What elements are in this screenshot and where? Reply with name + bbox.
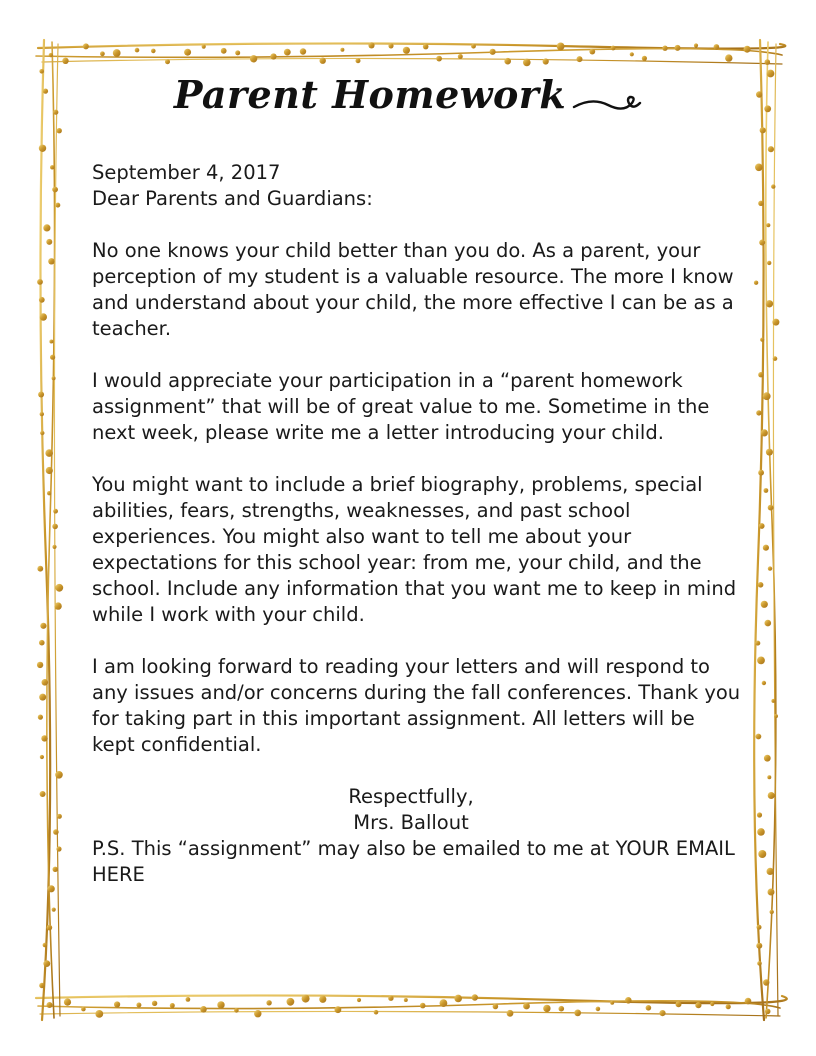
frame-dot [523, 59, 531, 67]
frame-dot [47, 1002, 53, 1008]
frame-dot [758, 372, 763, 377]
frame-dot [557, 43, 565, 51]
frame-dot [40, 791, 46, 797]
frame-dot [574, 1010, 581, 1017]
frame-dot [754, 281, 758, 285]
paragraph-2: I would appreciate your participation in a “parent homework assignment” that will be of great value to me. Sometime in the next week, please write me a letter introducing your child. [92, 369, 710, 444]
frame-dot [760, 127, 766, 133]
frame-dot [471, 44, 476, 49]
frame-dot [357, 998, 361, 1002]
frame-dot [714, 44, 720, 50]
frame-dot [41, 735, 47, 741]
frame-dot [52, 376, 56, 380]
frame-dot [610, 1001, 614, 1005]
frame-dot [523, 1003, 530, 1010]
frame-dot [221, 48, 227, 54]
frame-dot [39, 297, 45, 303]
frame-dot [50, 165, 54, 169]
frame-dot [43, 943, 48, 948]
frame-dot [440, 999, 448, 1007]
frame-dot [235, 50, 240, 55]
frame-dot [52, 908, 56, 912]
frame-dot [136, 1003, 141, 1008]
frame-dot [755, 641, 760, 646]
frame-dot [758, 850, 766, 858]
frame-dot [335, 1006, 342, 1013]
frame-dot [764, 755, 771, 762]
frame-dot [56, 846, 61, 851]
frame-dot [200, 1006, 207, 1013]
frame-dot [55, 584, 63, 592]
frame-dot [340, 48, 344, 52]
signature-block [92, 784, 742, 836]
frame-dot [57, 814, 62, 819]
frame-dot [48, 258, 54, 264]
frame-dot [49, 53, 53, 57]
frame-dot [40, 431, 44, 435]
frame-dot [763, 392, 771, 400]
frame-dot [114, 1001, 120, 1007]
paragraph-3: You might want to include a brief biography, problems, special abilities, fears, strengths, weaknesses, and past school experiences. You might also want to tell me about your expectations for this school year: from me, your child, and the school. Include any information that you want me to keep in mind while I work with your child. [92, 473, 737, 626]
frame-dot [234, 1008, 239, 1013]
frame-dot [662, 46, 667, 51]
frame-dot [38, 715, 43, 720]
frame-dot [46, 467, 53, 474]
frame-dot [47, 491, 51, 495]
frame-dot [423, 44, 429, 50]
frame-dot [577, 56, 583, 62]
swirl-flourish-icon [572, 89, 642, 119]
frame-dot [39, 145, 46, 152]
letter-date: September 4, 2017 [92, 161, 281, 184]
frame-dot [42, 679, 49, 686]
frame-dot [646, 1005, 652, 1011]
frame-dot [757, 812, 762, 817]
frame-dot [388, 996, 393, 1001]
frame-dot [81, 1007, 86, 1012]
frame-dot [45, 449, 53, 457]
frame-dot [763, 545, 769, 551]
frame-dot [46, 239, 52, 245]
frame-dot [766, 449, 773, 456]
frame-dot [770, 910, 774, 914]
frame-dot [62, 58, 68, 64]
frame-dot [202, 45, 206, 49]
frame-dot [250, 55, 257, 62]
frame-dot [53, 829, 59, 835]
frame-dot [767, 868, 774, 875]
frame-dot [54, 602, 61, 609]
frame-dot [436, 56, 442, 62]
frame-dot [404, 998, 408, 1002]
frame-dot [458, 54, 463, 59]
frame-dot [420, 1003, 426, 1009]
frame-dot [642, 56, 647, 61]
frame-dot [767, 775, 771, 779]
frame-dot [761, 429, 768, 436]
frame-dot [756, 410, 761, 415]
frame-dot [756, 734, 762, 740]
signature-name: Mrs. Ballout [353, 811, 469, 834]
frame-dot [403, 47, 410, 54]
frame-dot [186, 997, 191, 1002]
frame-dot [765, 59, 771, 65]
frame-dot [135, 48, 140, 53]
frame-dot [543, 58, 549, 64]
frame-dot [55, 203, 60, 208]
frame-dot [95, 1010, 103, 1018]
frame-dot [48, 885, 55, 892]
frame-dot [766, 223, 770, 227]
frame-dot [675, 45, 681, 51]
frame-dot [772, 319, 779, 326]
frame-dot [39, 983, 44, 988]
frame-dot [710, 1002, 714, 1006]
frame-dot [49, 340, 53, 344]
frame-dot [40, 313, 47, 320]
frame-dot [302, 995, 310, 1003]
frame-dot [768, 146, 774, 152]
frame-dot [659, 1010, 665, 1016]
frame-dot [755, 164, 763, 172]
frame-dot [493, 1004, 499, 1010]
frame-dot [762, 681, 766, 685]
frame-dot [744, 46, 751, 53]
frame-dot [170, 1003, 175, 1008]
frame-dot [559, 1006, 565, 1012]
frame-dot [266, 1000, 271, 1005]
frame-dot [37, 566, 43, 572]
frame-dot [64, 999, 71, 1006]
closing: Respectfully, [348, 785, 474, 808]
frame-dot [758, 470, 764, 476]
frame-dot [38, 392, 44, 398]
frame-dot [254, 1010, 261, 1017]
frame-dot [356, 58, 361, 63]
frame-dot [37, 279, 43, 285]
frame-dot [756, 943, 762, 949]
frame-dot [630, 52, 634, 56]
frame-dot [57, 128, 62, 133]
frame-dot [757, 961, 762, 966]
frame-dot [771, 699, 775, 703]
frame-dot [151, 49, 156, 54]
frame-dot [768, 792, 775, 799]
frame-dot [53, 509, 58, 514]
frame-dot [55, 771, 63, 779]
letter-body [92, 160, 742, 914]
frame-dot [676, 1001, 682, 1007]
frame-dot [52, 545, 56, 549]
frame-dot [726, 1004, 731, 1009]
frame-dot [765, 1009, 771, 1015]
frame-dot [40, 623, 46, 629]
frame-dot [589, 49, 595, 55]
frame-dot [765, 620, 772, 627]
frame-dot [757, 828, 765, 836]
frame-dot [100, 51, 105, 56]
frame-dot [758, 201, 763, 206]
frame-dot [270, 53, 276, 59]
frame-dot [388, 43, 393, 48]
frame-dot [504, 58, 511, 65]
frame-dot [761, 601, 768, 608]
frame-dot [43, 960, 50, 967]
frame-dot [113, 49, 121, 57]
frame-dot [766, 300, 773, 307]
frame-dot [37, 662, 43, 668]
frame-dot [745, 998, 752, 1005]
frame-dot [763, 979, 769, 985]
frame-dot [758, 582, 764, 588]
frame-dot [319, 996, 326, 1003]
frame-dot [725, 54, 732, 61]
frame-dot [543, 1005, 550, 1012]
frame-dot [759, 240, 765, 246]
frame-dot [768, 566, 772, 570]
frame-dot [507, 1010, 514, 1017]
postscript: P.S. This “assignment” may also be emailed to me at YOUR EMAIL HERE [92, 837, 735, 886]
frame-dot [695, 1002, 701, 1008]
frame-dot [217, 1001, 224, 1008]
frame-dot [625, 997, 632, 1004]
frame-dot [472, 994, 478, 1000]
frame-dot [596, 1007, 601, 1012]
frame-dot [184, 49, 191, 56]
frame-dot [83, 43, 89, 49]
frame-dot [40, 755, 44, 759]
frame-dot [757, 657, 765, 665]
frame-dot [773, 356, 778, 361]
frame-dot [767, 261, 771, 265]
paragraph-4: I am looking forward to reading your letters and will respond to any issues and/or concerns during the fall conferences. Thank you for taking part in this important assignment. All letters will be kept confidential. [92, 655, 741, 756]
frame-dot [374, 1010, 379, 1015]
page-title: Parent Homework [173, 72, 567, 117]
frame-dot [40, 412, 44, 416]
frame-dot [768, 505, 774, 511]
frame-dot [368, 42, 374, 48]
frame-dot [757, 925, 762, 930]
frame-dot [39, 694, 46, 701]
page-title-block [0, 72, 816, 119]
paragraph-1: No one knows your child better than you do. As a parent, your perception of my student is a valuable resource. The more I know and understand about your child, the more effective I can be as a teacher. [92, 239, 734, 340]
frame-dot [764, 488, 769, 493]
frame-dot [284, 49, 291, 56]
frame-dot [454, 995, 462, 1003]
frame-dot [771, 184, 775, 188]
frame-dot [774, 714, 778, 718]
frame-dot [760, 338, 764, 342]
frame-dot [165, 59, 170, 64]
frame-dot [611, 46, 616, 51]
frame-dot [320, 58, 326, 64]
frame-dot [47, 925, 53, 931]
frame-dot [694, 43, 698, 47]
frame-dot [759, 523, 765, 529]
frame-dot [53, 867, 58, 872]
frame-dot [152, 1001, 157, 1006]
frame-dot [490, 49, 496, 55]
frame-dot [768, 889, 775, 896]
frame-dot [39, 640, 45, 646]
frame-dot [300, 48, 306, 54]
frame-dot [287, 998, 295, 1006]
frame-dot [52, 187, 58, 193]
frame-dot [43, 224, 50, 231]
frame-dot [50, 355, 55, 360]
letter-salutation: Dear Parents and Guardians: [92, 187, 373, 210]
frame-dot [52, 524, 58, 530]
